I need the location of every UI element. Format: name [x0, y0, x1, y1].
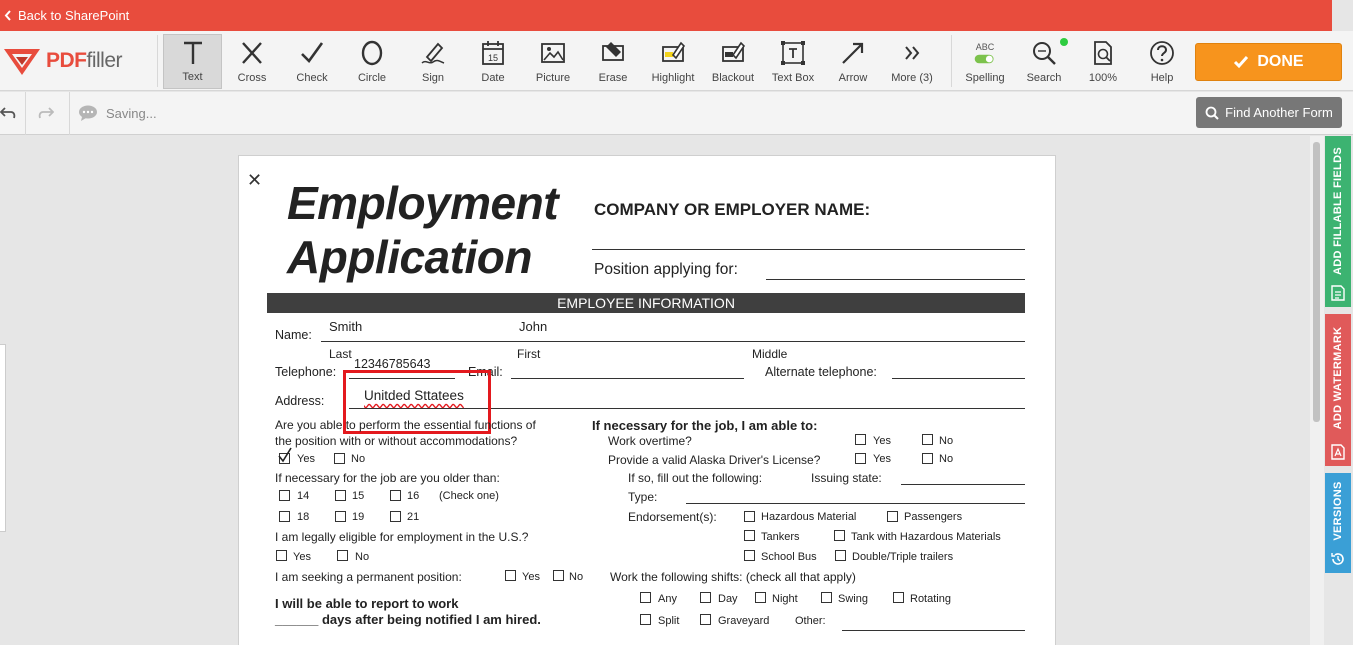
name-label: Name: [275, 328, 312, 342]
circle-tool-label: Circle [357, 72, 387, 84]
first-name-value[interactable]: John [519, 319, 548, 334]
age-18-label: 18 [297, 511, 310, 523]
shift-graveyard-label: Graveyard [718, 615, 770, 627]
redo-icon[interactable] [38, 104, 54, 120]
right-rail [1324, 136, 1353, 645]
saving-status [78, 105, 157, 121]
first-caption: First [517, 347, 541, 361]
history-icon [1330, 551, 1346, 567]
shift-rotating-checkbox[interactable] [893, 592, 904, 603]
tankers-checkbox[interactable] [744, 530, 755, 541]
age-15-checkbox[interactable] [335, 490, 346, 501]
telephone-label: Telephone: [275, 365, 337, 379]
school-bus-label: School Bus [761, 551, 817, 563]
shift-swing-checkbox[interactable] [821, 592, 832, 603]
chevron-left-icon [4, 10, 12, 21]
logo-filler-text: filler [86, 49, 123, 72]
spelling-label: Spelling [965, 72, 1005, 84]
help-label: Help [1150, 72, 1174, 84]
blackout-icon [719, 39, 747, 67]
section-header: EMPLOYEE INFORMATION [267, 293, 1025, 313]
permanent-yes-label: Yes [522, 571, 540, 583]
find-another-label: Find Another Form [1225, 105, 1333, 120]
shift-day-checkbox[interactable] [700, 592, 711, 603]
age-21-checkbox[interactable] [390, 511, 401, 522]
shifts-question: Work the following shifts: (check all that apply) [610, 570, 856, 584]
email-line[interactable] [511, 378, 744, 379]
alternate-telephone-line[interactable] [892, 378, 1025, 379]
overtime-no-label: No [939, 435, 954, 447]
permanent-no-label: No [569, 571, 584, 583]
endorsements-label: Endorsement(s): [628, 510, 717, 524]
license-question: Provide a valid Alaska Driver's License? [608, 453, 821, 467]
last-caption: Last [329, 347, 352, 361]
thumbnail-panel-edge[interactable] [0, 344, 6, 532]
search-icon [1205, 106, 1219, 120]
age-18-checkbox[interactable] [279, 511, 290, 522]
doc-title-line-2: Application [287, 231, 532, 283]
overtime-yes-label: Yes [873, 435, 891, 447]
shift-other-label: Other: [795, 615, 826, 627]
help-button[interactable] [1132, 34, 1192, 89]
status-dot-icon [1060, 38, 1068, 46]
age-19-label: 19 [352, 511, 365, 523]
toolbar-divider [951, 35, 952, 87]
older-than-question: If necessary for the job are you older than: [275, 471, 500, 485]
checkmark-icon [277, 446, 293, 464]
passengers-checkbox[interactable] [887, 511, 898, 522]
circle-tool[interactable] [342, 34, 402, 89]
shift-night-checkbox[interactable] [755, 592, 766, 603]
legally-eligible-question: I am legally eligible for employment in the U.S.? [275, 530, 529, 544]
text-icon [179, 39, 207, 67]
check-icon [298, 39, 326, 67]
arrow-tool-label: Arrow [838, 72, 868, 84]
add-watermark-tab[interactable] [1325, 314, 1351, 466]
svg-text:15: 15 [488, 53, 499, 63]
check-tool[interactable] [282, 34, 342, 89]
permanent-yes-checkbox[interactable] [505, 570, 516, 581]
essential-no-label: No [351, 453, 366, 465]
done-button[interactable] [1195, 43, 1342, 81]
arrow-tool[interactable] [823, 34, 883, 89]
type-line[interactable] [686, 503, 1025, 504]
essential-yes-label: Yes [297, 453, 315, 465]
license-no-label: No [939, 453, 954, 465]
shift-graveyard-checkbox[interactable] [700, 614, 711, 625]
overtime-question: Work overtime? [608, 434, 692, 448]
legal-yes-checkbox[interactable] [276, 550, 287, 561]
erase-tool-label: Erase [598, 72, 628, 84]
date-tool-label: Date [481, 72, 505, 84]
toolbar-divider [69, 92, 70, 135]
pdffiller-logo[interactable] [0, 43, 150, 79]
hazardous-material-checkbox[interactable] [744, 511, 755, 522]
back-to-sharepoint-link[interactable] [4, 8, 129, 23]
watermark-icon [1331, 444, 1345, 460]
vertical-scrollbar[interactable] [1310, 136, 1324, 645]
tank-hazardous-checkbox[interactable] [834, 530, 845, 541]
text-box-icon [779, 39, 807, 67]
telephone-value[interactable]: 12346785643 [354, 357, 431, 371]
main-toolbar [0, 31, 1353, 91]
doc-title-line-1: Employment [287, 177, 559, 229]
logo-pdf-text: PDF [46, 49, 87, 72]
cross-tool[interactable] [222, 34, 282, 89]
form-fields-icon [1331, 285, 1345, 301]
essential-question-line-2: the position with or without accommodations? [275, 434, 518, 448]
spelling-abc-badge: ABC [975, 41, 995, 52]
issuing-state-line[interactable] [901, 484, 1025, 485]
able-to-header: If necessary for the job, I am able to: [592, 418, 818, 433]
blackout-tool[interactable] [703, 34, 763, 89]
add-fillable-fields-tab[interactable] [1325, 136, 1351, 307]
license-yes-checkbox[interactable] [855, 453, 866, 464]
saving-text: Saving... [106, 105, 157, 121]
picture-icon [539, 39, 567, 67]
check-tool-label: Check [296, 72, 328, 84]
double-triple-checkbox[interactable] [835, 550, 846, 561]
sign-tool[interactable] [403, 34, 463, 89]
company-label: COMPANY OR EMPLOYER NAME: [594, 200, 871, 219]
text-tool[interactable] [163, 34, 222, 89]
legal-no-label: No [355, 551, 370, 563]
check-one-note: (Check one) [439, 490, 499, 502]
more-tools[interactable] [880, 34, 944, 89]
address-value[interactable]: Unitded Sttatees [364, 388, 464, 403]
shift-day-label: Day [718, 593, 738, 605]
company-name-line[interactable] [592, 249, 1025, 250]
age-21-label: 21 [407, 511, 420, 523]
hazardous-material-label: Hazardous Material [761, 511, 857, 523]
zoom-level: 100% [1088, 72, 1118, 84]
shift-night-label: Night [772, 593, 798, 605]
circle-icon [358, 39, 386, 67]
age-19-checkbox[interactable] [335, 511, 346, 522]
school-bus-checkbox[interactable] [744, 550, 755, 561]
sign-tool-label: Sign [421, 72, 445, 84]
highlighter-icon [659, 39, 687, 67]
shift-rotating-label: Rotating [910, 593, 951, 605]
middle-caption: Middle [752, 347, 788, 361]
find-another-form-button[interactable] [1196, 97, 1342, 128]
alternate-telephone-label: Alternate telephone: [765, 365, 877, 379]
highlight-tool[interactable] [643, 34, 703, 89]
report-to-work-line-1: I will be able to report to work [275, 596, 459, 611]
secondary-toolbar [0, 92, 1353, 135]
erase-tool[interactable] [583, 34, 643, 89]
legal-no-checkbox[interactable] [337, 550, 348, 561]
age-15-label: 15 [352, 490, 365, 502]
close-icon[interactable]: ✕ [247, 170, 263, 190]
double-triple-label: Double/Triple trailers [852, 551, 954, 563]
help-icon [1148, 39, 1176, 67]
search-label: Search [1026, 72, 1062, 84]
last-name-value[interactable]: Smith [329, 319, 363, 334]
issuing-state-label: Issuing state: [811, 471, 882, 485]
calendar-icon [479, 39, 507, 67]
legal-yes-label: Yes [293, 551, 311, 563]
versions-label: VERSIONS [1332, 481, 1344, 541]
overtime-yes-checkbox[interactable] [855, 434, 866, 445]
age-16-label: 16 [407, 490, 420, 502]
age-16-checkbox[interactable] [390, 490, 401, 501]
fill-out-note: If so, fill out the following: [628, 471, 763, 485]
arrow-icon [839, 39, 867, 67]
add-fillable-fields-label: ADD FILLABLE FIELDS [1332, 147, 1344, 276]
logo-mark-icon [2, 45, 42, 77]
text-tool-label: Text [182, 71, 203, 83]
blackout-tool-label: Blackout [711, 72, 755, 84]
spelling-toggle[interactable] [955, 34, 1015, 89]
tank-hazardous-label: Tank with Hazardous Materials [851, 531, 1001, 543]
essential-question-line-1: Are you able to perform the essential functions of [275, 418, 536, 432]
document-page[interactable] [238, 155, 1056, 645]
shift-other-line[interactable] [842, 630, 1025, 631]
done-label: DONE [1257, 53, 1304, 70]
cross-icon [238, 39, 266, 67]
toolbar-divider [157, 35, 158, 87]
report-to-work-line-2: ______ days after being notified I am hired. [275, 612, 541, 627]
shift-swing-label: Swing [838, 593, 868, 605]
more-tools-label: More (3) [891, 72, 933, 84]
age-14-label: 14 [297, 490, 310, 502]
license-yes-label: Yes [873, 453, 891, 465]
overtime-no-checkbox[interactable] [922, 434, 933, 445]
back-label: Back to SharePoint [18, 8, 130, 23]
highlight-tool-label: Highlight [651, 72, 695, 84]
search-icon [1030, 39, 1058, 67]
permanent-no-checkbox[interactable] [553, 570, 564, 581]
name-line [321, 341, 1025, 342]
age-14-checkbox[interactable] [279, 490, 290, 501]
eraser-icon [599, 39, 627, 67]
sign-pen-icon [419, 39, 447, 67]
top-bar [0, 0, 1332, 31]
date-tool[interactable] [463, 34, 523, 89]
shift-any-label: Any [658, 593, 677, 605]
tankers-label: Tankers [761, 531, 800, 543]
license-no-checkbox[interactable] [922, 453, 933, 464]
position-line[interactable] [766, 279, 1025, 280]
shift-split-checkbox[interactable] [640, 614, 651, 625]
essential-no-checkbox[interactable] [334, 453, 345, 464]
add-watermark-label: ADD WATERMARK [1332, 326, 1344, 430]
text-box-tool[interactable] [763, 34, 823, 89]
zoom-tool[interactable] [1073, 34, 1133, 89]
toggle-on-icon [972, 53, 998, 65]
address-label: Address: [275, 394, 325, 408]
zoom-document-icon [1089, 39, 1117, 67]
shift-any-checkbox[interactable] [640, 592, 651, 603]
double-chevron-right-icon [898, 39, 926, 67]
versions-tab[interactable] [1325, 473, 1351, 573]
position-label: Position applying for: [594, 261, 738, 278]
picture-tool-label: Picture [535, 72, 571, 84]
toolbar-divider [25, 92, 26, 135]
scrollbar-thumb[interactable] [1313, 142, 1320, 422]
email-label: Email: [468, 365, 503, 379]
picture-tool[interactable] [523, 34, 583, 89]
undo-icon[interactable] [0, 104, 16, 120]
text-box-tool-label: Text Box [771, 72, 815, 84]
shift-split-label: Split [658, 615, 680, 627]
checkmark-icon [1233, 55, 1249, 69]
comment-icon [78, 105, 98, 121]
passengers-label: Passengers [904, 511, 963, 523]
permanent-position-question: I am seeking a permanent position: [275, 570, 462, 584]
cross-tool-label: Cross [237, 72, 267, 84]
type-label: Type: [628, 490, 658, 504]
